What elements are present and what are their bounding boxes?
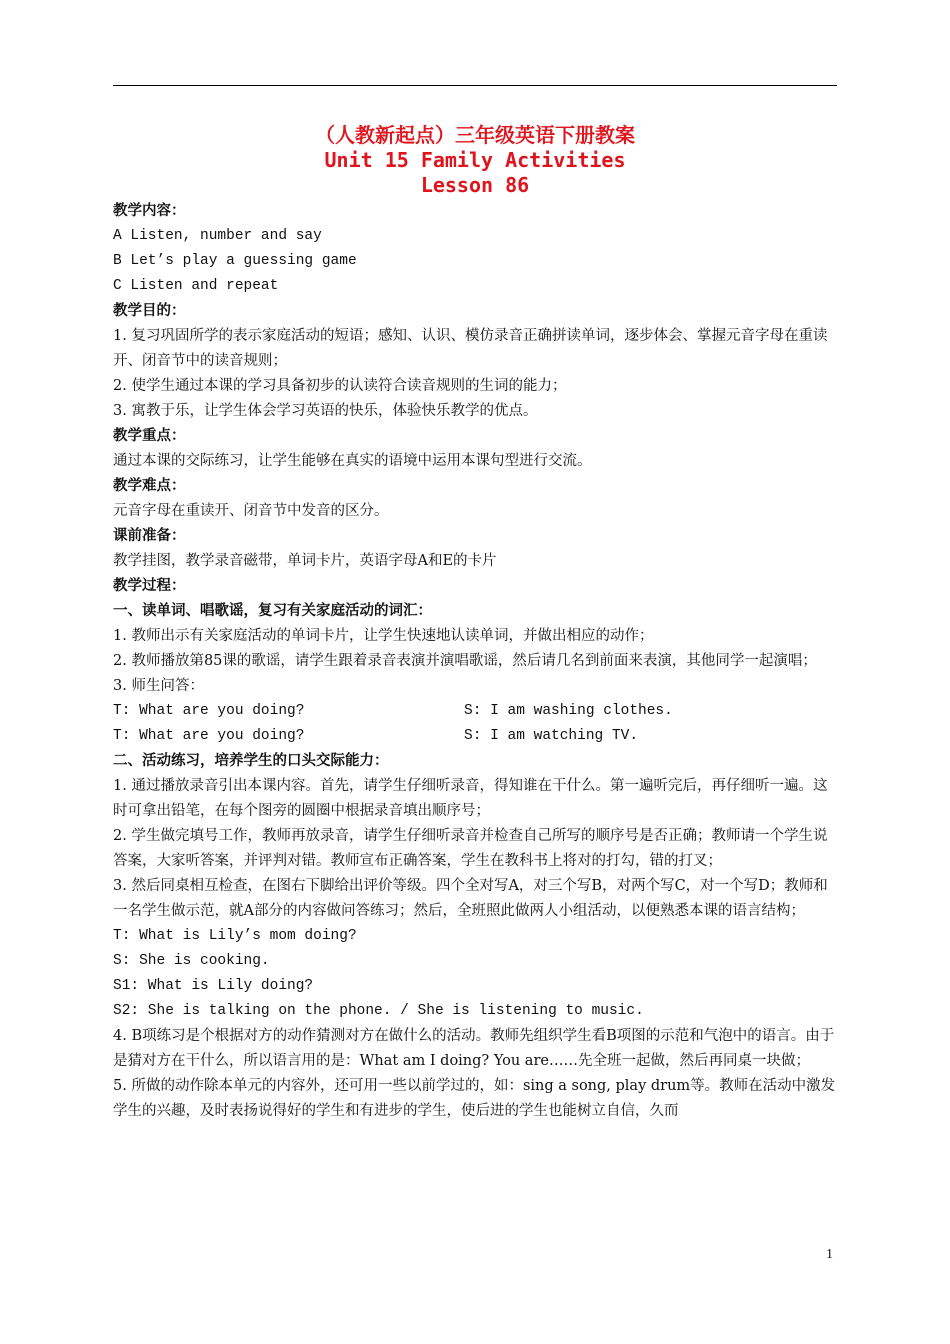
step2-item: 3. 然后同桌相互检查，在图右下脚给出评价等级。四个全对写A，对三个写B，对两个写C，对一个写D；教师和一名学生做示范，就A部分的内容做问答练习；然后，全班照此做两人小组活动，以便熟悉本课的语言结构； <box>113 878 828 919</box>
prep-text: 教学挂图，教学录音磁带，单词卡片，英语字母A和E的卡片 <box>113 553 497 569</box>
step2-item: 4. B项练习是个根据对方的动作猜测对方在做什么的活动。教师先组织学生看B项图的示范和气泡中的语言。由于是猜对方在干什么，所以语言用的是：What am I doing? You are……先全班一起做，然后再同桌一块做； <box>113 1028 835 1069</box>
step2-heading: 二、活动练习，培养学生的口头交际能力： <box>113 753 389 769</box>
content-item: A Listen, number and say <box>113 228 322 244</box>
difficulty-text: 元音字母在重读开、闭音节中发音的区分。 <box>113 503 389 519</box>
page-number: 1 <box>826 1247 833 1262</box>
teacher-line: T: What are you doing? <box>113 703 305 719</box>
step1-heading: 一、读单词、唱歌谣，复习有关家庭活动的词汇： <box>113 603 432 619</box>
difficulty-heading: 教学难点： <box>113 478 186 494</box>
dialogue-line: T: What is Lily’s mom doing? <box>113 928 357 944</box>
content-item: B Let’s play a guessing game <box>113 253 357 269</box>
step2-item: 5. 所做的动作除本单元的内容外，还可用一些以前学过的，如：sing a song, play drum等。教师在活动中激发学生的兴趣，及时表扬说得好的学生和有进步的学生，使后进的学生也能树立自信，久而 <box>113 1078 836 1119</box>
student-line: S: I am watching TV. <box>464 728 639 744</box>
step2-item: 2. 学生做完填号工作，教师再放录音，请学生仔细听录音并检查自己所写的顺序号是否正确；教师请一个学生说答案，大家听答案，并评判对错。教师宣布正确答案，学生在教科书上将对的打勾，错的打叉； <box>113 828 828 869</box>
header-rule <box>113 85 837 86</box>
prep-heading: 课前准备： <box>113 528 186 544</box>
dialogue-line: S: She is cooking. <box>113 953 270 969</box>
document-body <box>113 199 839 1124</box>
step1-item: 3. 师生问答： <box>113 678 204 694</box>
content-item: C Listen and repeat <box>113 278 279 294</box>
key-heading: 教学重点： <box>113 428 186 444</box>
title-block <box>113 122 837 198</box>
goal-item: 1. 复习巩固所学的表示家庭活动的短语；感知、认识、模仿录音正确拼读单词，逐步体会、掌握元音字母在重读开、闭音节中的读音规则； <box>113 328 828 369</box>
step1-item: 2. 教师播放第85课的歌谣，请学生跟着录音表演并演唱歌谣，然后请几名到前面来表演，其他同学一起演唱； <box>113 653 817 669</box>
lesson-title: Lesson 86 <box>420 173 530 197</box>
key-text: 通过本课的交际练习，让学生能够在真实的语境中运用本课句型进行交流。 <box>113 453 592 469</box>
teacher-line: T: What are you doing? <box>113 728 305 744</box>
goals-heading: 教学目的： <box>113 303 186 319</box>
goal-item: 3. 寓教于乐，让学生体会学习英语的快乐，体验快乐教学的优点。 <box>113 403 538 419</box>
document-title: （人教新起点）三年级英语下册教案 <box>315 123 635 147</box>
step1-item: 1. 教师出示有关家庭活动的单词卡片，让学生快速地认读单词，并做出相应的动作； <box>113 628 654 644</box>
dialogue-row <box>113 699 839 724</box>
process-heading: 教学过程： <box>113 578 186 594</box>
dialogue-line: S1: What is Lily doing? <box>113 978 314 994</box>
dialogue-line: S2: She is talking on the phone. / She is listening to music. <box>113 1003 644 1019</box>
content-heading: 教学内容： <box>113 203 186 219</box>
student-line: S: I am washing clothes. <box>464 703 673 719</box>
unit-title: Unit 15 Family Activities <box>324 148 626 172</box>
dialogue-row <box>113 724 839 749</box>
step2-item: 1. 通过播放录音引出本课内容。首先，请学生仔细听录音，得知谁在干什么。第一遍听完后，再仔细听一遍。这时可拿出铅笔，在每个图旁的圆圈中根据录音填出顺序号； <box>113 778 828 819</box>
goal-item: 2. 使学生通过本课的学习具备初步的认读符合读音规则的生词的能力； <box>113 378 567 394</box>
